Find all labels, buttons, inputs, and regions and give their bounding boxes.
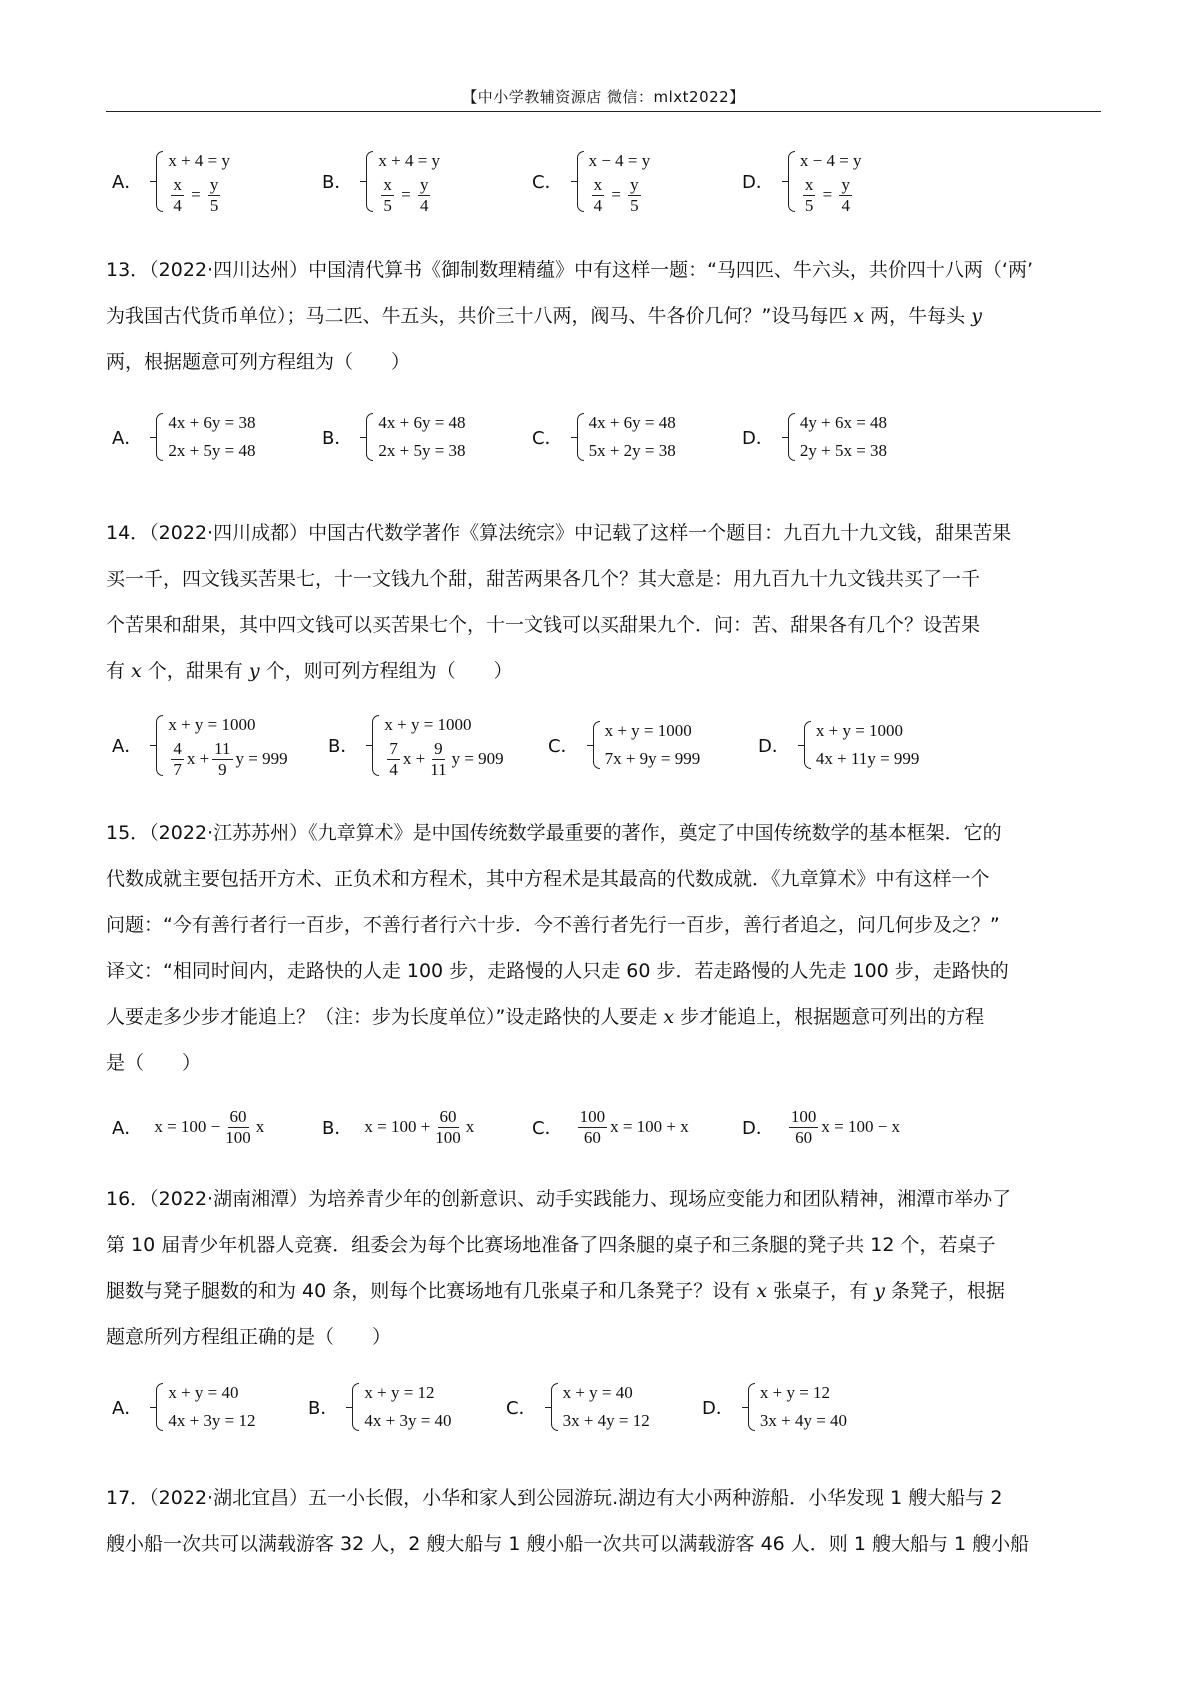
option-letter: C．	[532, 172, 563, 193]
header-rule	[106, 111, 1101, 112]
q16-option-a[interactable]	[112, 1372, 256, 1442]
equation-1: 4x + 6y = 48	[588, 413, 676, 432]
equation-2: 2x + 5y = 38	[378, 441, 466, 460]
option-letter: B．	[322, 172, 353, 193]
question-text: 两，根据题意可列方程组为（ ）	[106, 351, 411, 373]
equation-2: 4x + 11y = 999	[815, 749, 920, 768]
equation-system	[154, 711, 287, 780]
q14-option-c[interactable]	[548, 702, 700, 788]
option-letter: B．	[328, 736, 359, 757]
option-letter: C．	[532, 1118, 563, 1139]
equation-1: x + y = 1000	[168, 714, 256, 734]
page-header: 【中小学教辅资源店 微信：mlxt2022】	[462, 88, 745, 106]
option-letter: B．	[322, 1118, 353, 1139]
equation-2: 7x + 9y = 999	[604, 749, 701, 768]
equation-system	[154, 409, 255, 465]
equation-system	[746, 1379, 847, 1435]
q13-options	[106, 402, 1101, 472]
equation-2: 4x + 3y = 40	[364, 1411, 452, 1430]
q15-option-a[interactable]	[112, 1097, 264, 1157]
fraction: $\frac{x}{5}$	[383, 174, 392, 215]
q12-option-c[interactable]	[532, 141, 650, 221]
fraction: $\frac{x}{4}$	[593, 174, 603, 215]
q12-options	[106, 141, 1101, 221]
equation-2: 3x + 4y = 12	[562, 1411, 650, 1430]
option-letter: A．	[112, 172, 143, 193]
equation: $\frac{100}{60}$ x = 100 − x	[790, 1106, 901, 1147]
equation-system	[802, 717, 920, 773]
equation-2: 5x + 2y = 38	[588, 441, 676, 460]
equation-1: x + y = 12	[364, 1383, 435, 1402]
equation-2: $\frac{4}{7}$ x + $\frac{11}{9}$ y = 999	[173, 738, 288, 779]
option-letter: C．	[548, 736, 579, 757]
question-text: 13．（2022·四川达州）中国清代算书《御制数理精蕴》中有这样一题：“马四匹、牛六头，共价四十八两（‘两’	[106, 259, 1033, 281]
q15-option-b[interactable]	[322, 1097, 474, 1157]
question-text: 17．（2022·湖北宜昌）五一小长假，小华和家人到公园游玩.湖边有大小两种游船．小华发现 1 艘大船与 2	[106, 1487, 1003, 1509]
q12-option-a[interactable]	[112, 141, 230, 221]
equation-system	[591, 717, 701, 773]
question-text: 腿数与凳子腿数的和为 40 条，则每个比赛场地有几张桌子和几条凳子？设有 x 张桌子，有 y 条凳子，根据	[106, 1280, 1005, 1302]
equation-2: $\frac{x}{5}$ = $\frac{y}{4}$	[383, 174, 429, 215]
fraction: $\frac{x}{4}$	[173, 174, 182, 215]
question-text: 14．（2022·四川成都）中国古代数学著作《算法统宗》中记载了这样一个题目：九百九十九文钱，甜果苦果	[106, 522, 1012, 544]
option-letter: A．	[112, 428, 143, 449]
equation-1: x + y = 40	[562, 1383, 633, 1402]
fraction: $\frac{9}{11}$	[430, 738, 447, 779]
equation-1: 4x + 6y = 48	[378, 413, 466, 432]
fraction: $\frac{4}{7}$	[173, 738, 182, 779]
q16-options	[106, 1372, 1101, 1442]
equation-1: x + 4 = y	[378, 150, 441, 170]
equation-system	[370, 711, 503, 780]
option-letter: A．	[112, 1118, 143, 1139]
question-text: 译文：“相同时间内，走路快的人走 100 步，走路慢的人只走 60 步．若走路慢的人先走 100 步，走路快的	[106, 960, 1009, 982]
option-letter: D．	[742, 1118, 774, 1139]
equation: x = 100 − $\frac{60}{100}$ x	[154, 1106, 265, 1147]
option-letter: D．	[742, 428, 774, 449]
question-text: 有 x 个，甜果有 y 个，则可列方程组为（ ）	[106, 660, 513, 682]
equation-system	[786, 147, 862, 216]
equation-2: $\frac{x}{5}$ = $\frac{y}{4}$	[804, 174, 850, 215]
equation-1: x − 4 = y	[799, 150, 862, 170]
q14-option-d[interactable]	[758, 702, 919, 788]
option-letter: C．	[506, 1398, 537, 1419]
equation-system	[575, 409, 676, 465]
q15-option-d[interactable]	[742, 1097, 900, 1157]
equation-2: $\frac{7}{4}$ x + $\frac{9}{11}$ y = 909	[389, 738, 504, 779]
equation-system	[350, 1379, 451, 1435]
equation-2: 3x + 4y = 40	[759, 1411, 848, 1430]
equation-2: 2x + 5y = 48	[168, 441, 256, 460]
equation-2: $\frac{x}{4}$ = $\frac{y}{5}$	[593, 174, 639, 215]
option-letter: D．	[702, 1398, 734, 1419]
q14-options	[106, 702, 1101, 788]
question-text: 16．（2022·湖南湘潭）为培养青少年的创新意识、动手实践能力、现场应变能力和团队精神，湘潭市举办了	[106, 1188, 1012, 1210]
q12-option-b[interactable]	[322, 141, 440, 221]
question-14	[106, 510, 1101, 694]
q14-option-a[interactable]	[112, 702, 288, 788]
equation-1: x − 4 = y	[588, 150, 651, 170]
question-16	[106, 1176, 1101, 1360]
fraction: $\frac{y}{5}$	[209, 174, 219, 215]
q12-option-d[interactable]	[742, 141, 862, 221]
equation: x = 100 + $\frac{60}{100}$ x	[364, 1106, 475, 1147]
option-letter: B．	[308, 1398, 339, 1419]
equation: $\frac{100}{60}$ x = 100 + x	[579, 1106, 689, 1147]
fraction: $\frac{7}{4}$	[389, 738, 398, 779]
question-15	[106, 810, 1101, 1086]
equation-1: x + y = 1000	[815, 721, 904, 740]
option-letter: B．	[322, 428, 353, 449]
q13-option-b[interactable]	[322, 402, 466, 472]
q13-option-d[interactable]	[742, 402, 887, 472]
fraction: $\frac{y}{4}$	[841, 174, 850, 215]
q16-option-c[interactable]	[506, 1372, 650, 1442]
equation-system	[549, 1379, 650, 1435]
question-text: 代数成就主要包括开方术、正负术和方程术，其中方程术是其最高的代数成就．《九章算术》中有这样一个	[106, 868, 990, 890]
option-letter: C．	[532, 428, 563, 449]
question-text: 买一千，四文钱买苦果七，十一文钱九个甜，甜苦两果各几个？其大意是：用九百九十九文钱共买了一千	[106, 568, 981, 590]
equation-system	[154, 147, 230, 216]
question-17	[106, 1475, 1101, 1567]
q13-option-a[interactable]	[112, 402, 256, 472]
equation-1: x + 4 = y	[168, 150, 231, 170]
fraction: $\frac{y}{4}$	[419, 174, 429, 215]
equation-system	[364, 409, 465, 465]
fraction: $\frac{100}{60}$	[790, 1106, 817, 1147]
q16-option-d[interactable]	[702, 1372, 847, 1442]
q15-options	[106, 1097, 1101, 1157]
fraction: $\frac{x}{5}$	[804, 174, 814, 215]
question-text: 问题：“今有善行者行一百步，不善行者行六十步．今不善行者先行一百步，善行者追之，问几何步及之？”	[106, 914, 1000, 936]
equation-system	[786, 409, 887, 465]
question-text: 个苦果和甜果，其中四文钱可以买苦果七个，十一文钱可以买甜果九个．问：苦、甜果各有几个？设苦果	[106, 614, 981, 636]
equation-2: 4x + 3y = 12	[168, 1411, 256, 1430]
q15-option-c[interactable]	[532, 1097, 689, 1157]
q14-option-b[interactable]	[328, 702, 504, 788]
equation-1: x + y = 40	[168, 1383, 239, 1402]
equation-1: 4x + 6y = 38	[168, 413, 256, 432]
question-text: 艘小船一次共可以满载游客 32 人，2 艘大船与 1 艘小船一次共可以满载游客 46 人．则 1 艘大船与 1 艘小船	[106, 1533, 1030, 1555]
question-13	[106, 247, 1101, 385]
equation-1: x + y = 12	[759, 1383, 831, 1402]
option-letter: D．	[742, 172, 774, 193]
question-text: 15．（2022·江苏苏州）《九章算术》是中国传统数学最重要的著作，奠定了中国传统数学的基本框架．它的	[106, 822, 1002, 844]
fraction: $\frac{y}{5}$	[630, 174, 639, 215]
equation-2: 2y + 5x = 38	[799, 441, 888, 460]
question-text: 人要走多少步才能追上？（注：步为长度单位）”设走路快的人要走 x 步才能追上，根据题意可列出的方程	[106, 1006, 985, 1028]
fraction: $\frac{60}{100}$	[435, 1106, 461, 1147]
question-text: 为我国古代货币单位）；马二匹、牛五头，共价三十八两，阀马、牛各价几何？”设马每匹 x 两，牛每头 y	[106, 305, 982, 327]
equation-1: x + y = 1000	[384, 714, 472, 734]
equation-1: 4y + 6x = 48	[799, 413, 888, 432]
option-letter: D．	[758, 736, 790, 757]
question-text: 第 10 届青少年机器人竞赛．组委会为每个比赛场地准备了四条腿的桌子和三条腿的凳子共 12 个，若桌子	[106, 1234, 996, 1256]
q13-option-c[interactable]	[532, 402, 676, 472]
fraction: $\frac{60}{100}$	[225, 1106, 251, 1147]
q16-option-b[interactable]	[308, 1372, 452, 1442]
equation-1: x + y = 1000	[604, 721, 692, 740]
option-letter: A．	[112, 736, 143, 757]
option-letter: A．	[112, 1398, 143, 1419]
question-text: 是（ ）	[106, 1052, 202, 1074]
question-text: 题意所列方程组正确的是（ ）	[106, 1326, 392, 1348]
equation-system	[364, 147, 440, 216]
equation-2: $\frac{x}{4}$ = $\frac{y}{5}$	[173, 174, 219, 215]
equation-system	[154, 1379, 255, 1435]
fraction: $\frac{11}{9}$	[214, 738, 231, 779]
fraction: $\frac{100}{60}$	[579, 1106, 606, 1147]
equation-system	[575, 147, 651, 216]
